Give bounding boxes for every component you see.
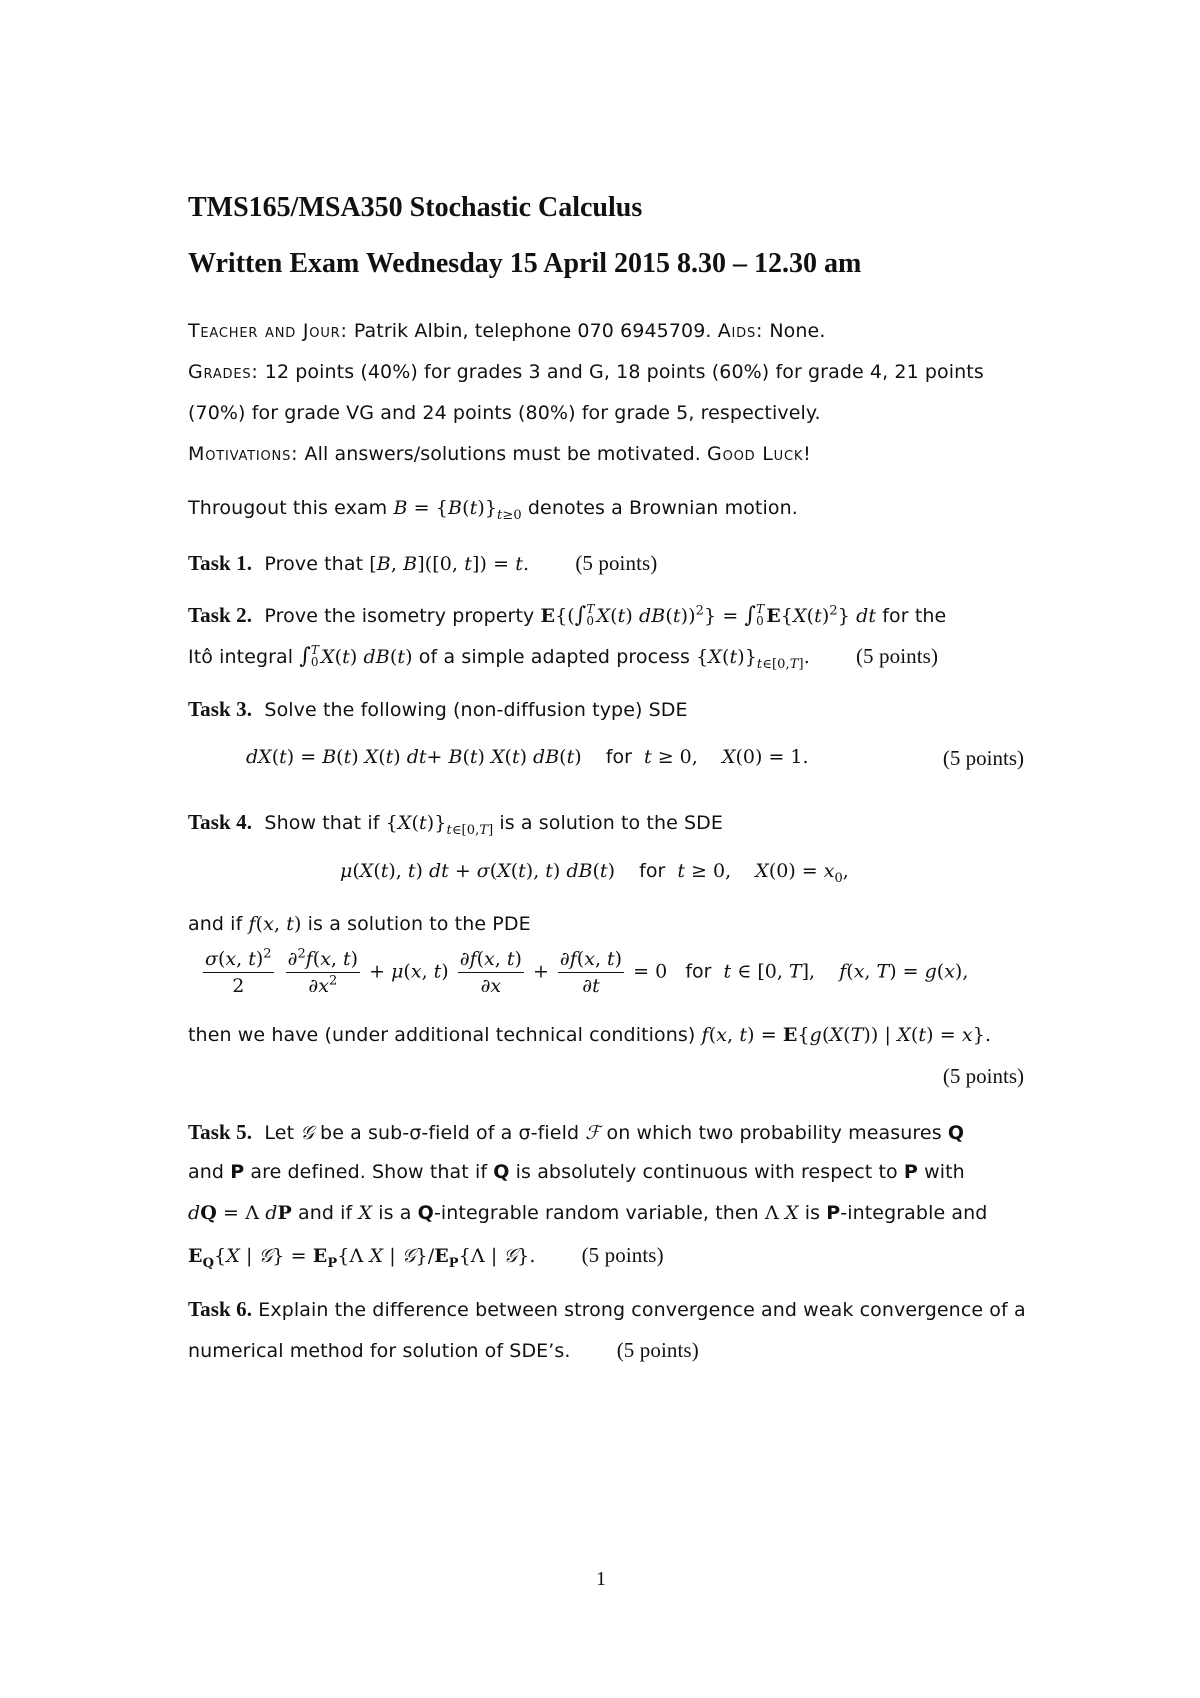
task-6-points: (5 points) xyxy=(616,1338,699,1362)
teacher-text: Patrik Albin, telephone 070 6945709. xyxy=(353,320,712,342)
task-4-text-c: and if xyxy=(188,913,243,935)
task-5-line3-c: -integrable random variable, then xyxy=(433,1202,759,1224)
isometry-formula: E{(∫ T 0 X(t) dB(t))$^2$} = ∫ T 0 $E\{X(t)^2\}$ dt xyxy=(540,602,877,628)
task-2-line-2 xyxy=(188,644,938,670)
task-5-text-a: Let xyxy=(264,1122,295,1144)
exam-subtitle: Written Exam Wednesday 15 April 2015 8.30 – 12.30 am xyxy=(188,248,862,279)
task-6-line-1 xyxy=(188,1297,1026,1322)
grades-line-2: (70%) for grade VG and 24 points (80%) for grade 5, respectively. xyxy=(188,402,821,424)
exam-title: TMS165/MSA350 Stochastic Calculus xyxy=(188,192,643,223)
task-2-text-b: for the xyxy=(882,605,947,627)
task-1-text: Prove that xyxy=(264,553,364,575)
task-5-label: Task 5. xyxy=(188,1120,253,1144)
task-5-line3-e: -integrable and xyxy=(840,1202,988,1224)
task-3-for: for xyxy=(605,746,632,768)
task-4-text-a: Show that if xyxy=(264,812,380,834)
task-4-line-2 xyxy=(188,913,531,935)
motivations-line xyxy=(188,443,812,465)
task-4-sde: μ(X(t), t) dt + σ(X(t), t) dB(t) for t ≥ 0, $X(0) = x_0$, xyxy=(340,860,849,886)
task-4-line-3 xyxy=(188,1024,991,1046)
task-3-text: Solve the following (non-diffusion type) SDE xyxy=(264,699,688,721)
brownian-notation: $B = \{B(t)\}_{t\ge 0}$ xyxy=(393,497,522,523)
task-3-points: (5 points) xyxy=(942,746,1024,770)
task-1-points: (5 points) xyxy=(575,551,658,575)
good-luck-text: Good Luck! xyxy=(707,443,812,465)
grades-text-1: 12 points (40%) for grades 3 and G, 18 points (60%) for grade 4, 21 points xyxy=(264,361,984,383)
ito-integral-formula: ∫ T 0 X(t) dB(t) xyxy=(299,643,413,669)
task-1-formula: [B, B]([0, t]) = t. xyxy=(369,553,530,575)
motivations-label: Motivations: xyxy=(188,443,299,465)
task-6-line2: numerical method for solution of SDE’s. xyxy=(188,1340,571,1362)
task-5-line3-a: and if xyxy=(297,1202,353,1224)
teacher-label: Teacher and Jour: xyxy=(188,320,348,342)
task-4-pde: $\frac{\sigma(x, t)^2}{2}$ $\frac{\partial^2f(x, t)}{\partial x^2}$ + μ(x, t) $\frac{\partial f(x, t)}{\partial x}$ + $\frac{\partial f(x, t)}{\partial t}$ = 0 for t ∈ [0, T], f(x, T) = g(x), xyxy=(205,946,969,997)
intro-text-before: Througout this exam xyxy=(188,497,388,519)
process-notation: $\{X(t)\}_{t\in[0,T]}$. xyxy=(696,646,810,672)
page-number: 1 xyxy=(596,1568,606,1590)
task-3-label: Task 3. xyxy=(188,697,253,721)
task-2-text-d: of a simple adapted process xyxy=(418,646,690,668)
aids-label: Aids: xyxy=(717,320,764,342)
task-6-line-2 xyxy=(188,1338,699,1363)
task-1-label: Task 1. xyxy=(188,551,253,575)
intro-text-after: denotes a Brownian motion. xyxy=(527,497,798,519)
task-4-conclusion: f(x, t) = E{g(X(T)) | X(t) = x}. xyxy=(701,1024,992,1046)
task-5-text-c: on which two probability measures xyxy=(606,1122,942,1144)
grades-line-1 xyxy=(188,361,984,383)
task-4-text-d: is a solution to the PDE xyxy=(307,913,531,935)
task-5-line3-b: is a xyxy=(378,1202,412,1224)
teacher-line xyxy=(188,320,825,342)
task-5-formula: $E_Q\{X$ | 𝒢} = $E_P\{\Lambda$ X | $𝒢\}/E_P\{\Lambda$ | 𝒢}. xyxy=(188,1245,536,1271)
task-2-points: (5 points) xyxy=(855,644,939,668)
task-5-line-2: and P are defined. Show that if Q is absolutely continuous with respect to P with xyxy=(188,1161,965,1183)
task-2-text-a: Prove the isometry property xyxy=(264,605,535,627)
task-2-text-c: Itô integral xyxy=(188,646,294,668)
grades-label: Grades: xyxy=(188,361,259,383)
motivations-text: All answers/solutions must be motivated. xyxy=(304,443,701,465)
task-4-points: (5 points) xyxy=(942,1064,1024,1088)
intro-line xyxy=(188,497,798,523)
task-5-line-1: Task 5. Let 𝒢 be a sub-σ-field of a σ-field ℱ on which two probability measures Q xyxy=(188,1120,965,1144)
task-5-text-b: be a sub-σ-field of a σ-field xyxy=(320,1122,580,1144)
task-1 xyxy=(188,551,657,576)
task-3-line-1 xyxy=(188,697,688,722)
task-4-process: $\{X(t)\}_{t\in[0,T]}$ xyxy=(385,812,494,838)
task-5-line2-a: and xyxy=(188,1161,225,1183)
task-6-line1: Explain the difference between strong convergence and weak convergence of a xyxy=(258,1299,1026,1321)
task-4-f: f(x, t) xyxy=(248,913,302,935)
task-2-line-1 xyxy=(188,603,946,629)
task-5-line2-b: are defined. Show that if xyxy=(250,1161,488,1183)
task-4-text-e: then we have (under additional technical conditions) xyxy=(188,1024,696,1046)
task-6-label: Task 6. xyxy=(188,1297,253,1321)
task-4-for-2: for xyxy=(685,960,712,983)
task-5-line-3: dQ = Λ dP and if X is a Q-integrable random variable, then Λ X is P-integrable and xyxy=(188,1202,988,1224)
aids-text: None. xyxy=(769,320,826,342)
task-4-text-b: is a solution to the SDE xyxy=(499,812,724,834)
task-2-label: Task 2. xyxy=(188,603,253,627)
task-4-line-1 xyxy=(188,810,724,838)
task-3-sde: dX(t) = B(t) X(t) dt+ B(t) X(t) dB(t) for t ≥ 0, X(0) = 1. xyxy=(246,746,809,768)
task-5-line2-d: with xyxy=(924,1161,965,1183)
task-4-for: for xyxy=(639,860,666,882)
task-5-line2-c: is absolutely continuous with respect to xyxy=(515,1161,898,1183)
task-5-line-4 xyxy=(188,1243,664,1271)
task-4-label: Task 4. xyxy=(188,810,253,834)
task-5-line3-d: is xyxy=(804,1202,821,1224)
task-5-points: (5 points) xyxy=(581,1243,664,1267)
